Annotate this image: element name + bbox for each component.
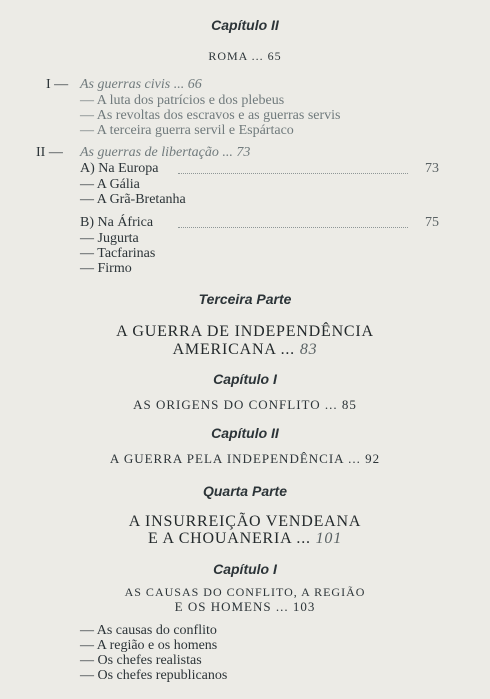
page-number: 83	[299, 341, 318, 358]
part-title-text: E A CHOUANERIA ...	[147, 530, 311, 547]
list-item: — Tacfarinas	[80, 246, 156, 261]
list-item: — Jugurta	[80, 231, 139, 246]
part-title-guerras-libertacao: As guerras de libertação ... 73	[80, 145, 251, 160]
part-title-text: AMERICANA ...	[172, 341, 295, 358]
list-item: — Firmo	[80, 261, 132, 276]
page-number: 75	[425, 215, 439, 230]
section-title-roma: ROMA ... 65	[208, 49, 282, 63]
list-item: — As causas do conflito	[80, 623, 217, 638]
list-item: — As revoltas dos escravos e as guerras servis	[80, 108, 341, 123]
chapter-heading: Capítulo II	[211, 425, 279, 441]
list-item: — A luta dos patrícios e dos plebeus	[80, 93, 285, 108]
part-number-ii: II —	[36, 145, 63, 160]
list-item: — Os chefes realistas	[80, 653, 202, 668]
part-heading: Terceira Parte	[198, 291, 292, 307]
chapter-heading: Capítulo I	[213, 561, 277, 577]
part-number-i: I —	[46, 77, 69, 92]
part-title-line	[0, 531, 490, 547]
chapter-title-line: AS CAUSAS DO CONFLITO, A REGIÃO	[124, 585, 366, 599]
list-item: — A terceira guerra servil e Espártaco	[80, 123, 294, 138]
subsection-label-europa: A) Na Europa	[80, 161, 159, 176]
dot-leader	[178, 172, 408, 174]
part-title-guerras-civis: As guerras civis ... 66	[80, 77, 202, 92]
part-title-line: A INSURREIÇÃO VENDEANA	[128, 513, 362, 530]
page-number: 101	[315, 530, 343, 547]
chapter-heading: Capítulo I	[213, 371, 277, 387]
list-item: — A região e os homens	[80, 638, 218, 653]
list-item: — A Grã-Bretanha	[80, 192, 186, 207]
chapter-heading: Capítulo II	[211, 17, 279, 33]
part-title-line: A GUERRA DE INDEPENDÊNCIA	[116, 323, 374, 340]
subsection-label-africa: B) Na África	[80, 215, 154, 230]
page-number: 73	[425, 161, 439, 176]
part-title-line	[0, 342, 490, 358]
list-item: — Os chefes republicanos	[80, 668, 228, 683]
list-item: — A Gália	[80, 177, 140, 192]
chapter-title: A GUERRA PELA INDEPENDÊNCIA ... 92	[109, 451, 381, 466]
part-heading: Quarta Parte	[202, 483, 288, 499]
chapter-title-line: E OS HOMENS ... 103	[174, 599, 316, 614]
chapter-title: AS ORIGENS DO CONFLITO ... 85	[133, 397, 357, 412]
dot-leader	[178, 226, 408, 228]
